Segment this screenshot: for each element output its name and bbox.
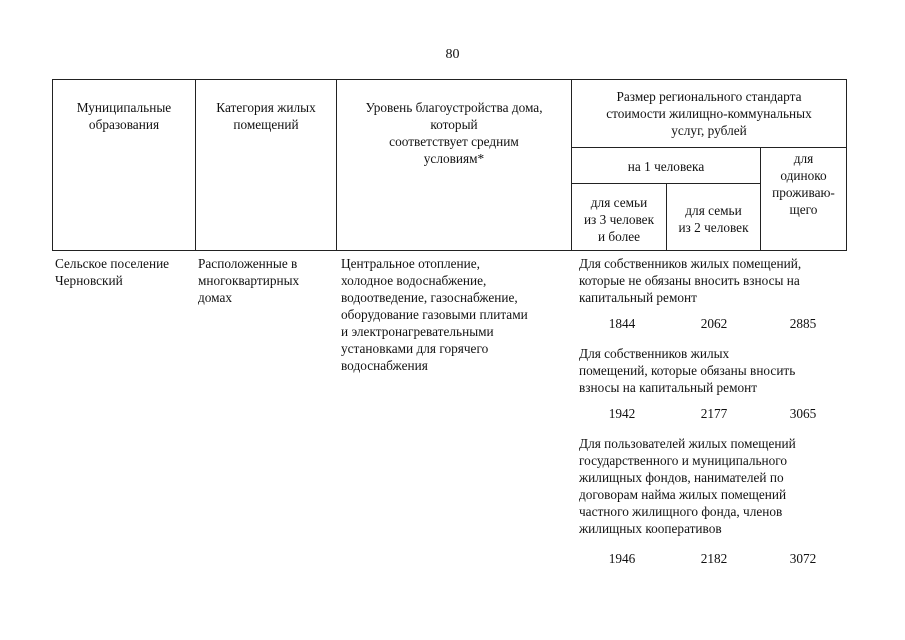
header-family-2: для семьи из 2 человек (678, 203, 749, 235)
header-amenity-level: Уровень благоустройства дома, который соответствует средним условиям* (365, 100, 543, 166)
group-label-capital-repair: Для собственников жилых помещений, которые обязаны вносить взносы на капитальный ремонт (579, 346, 796, 395)
value-group3-single: 3072 (789, 551, 817, 566)
table-right-border (846, 79, 847, 251)
table-top-border (52, 79, 847, 80)
value-group2-single: 3065 (789, 406, 817, 421)
header-single: для одиноко проживаю- щего (772, 151, 835, 217)
value-group2-family-3-plus: 1942 (608, 406, 636, 421)
header-standard-size: Размер регионального стандарта стоимости жилищно-коммунальных услуг, рублей (606, 89, 812, 138)
header-bottom-border (52, 250, 847, 251)
value-group3-family-3-plus: 1946 (608, 551, 636, 566)
per-person-top-border (571, 147, 847, 148)
row-municipality: Сельское поселение Черновский (55, 256, 170, 288)
row-amenity-level: Центральное отопление, холодное водоснабжение, водоотведение, газоснабжение, оборудование газовыми плитами и электронагревательными установками для горячего водоснабжения (341, 256, 528, 373)
row-category: Расположенные в многоквартирных домах (198, 256, 300, 305)
header-municipality: Муниципальные образования (76, 100, 172, 132)
value-group2-family-2: 2177 (700, 406, 728, 421)
page-number: 80 (445, 47, 460, 62)
group-label-no-capital-repair: Для собственников жилых помещений, которые не обязаны вносить взносы на капитальный ремонт (579, 256, 802, 305)
value-group3-family-2: 2182 (700, 551, 728, 566)
header-category: Категория жилых помещений (216, 100, 316, 132)
value-group1-family-3-plus: 1844 (608, 316, 636, 331)
value-group1-family-2: 2062 (700, 316, 728, 331)
group-label-tenants: Для пользователей жилых помещений государственного и муниципального жилищных фондов, нанимателей по договорам найма жилых помещений частного жилищного фонда, членов жилищных кооперативов (579, 436, 796, 536)
value-group1-single: 2885 (789, 316, 817, 331)
header-per-person: на 1 человека (627, 159, 705, 174)
header-family-3-plus: для семьи из 3 человек и более (583, 195, 655, 244)
